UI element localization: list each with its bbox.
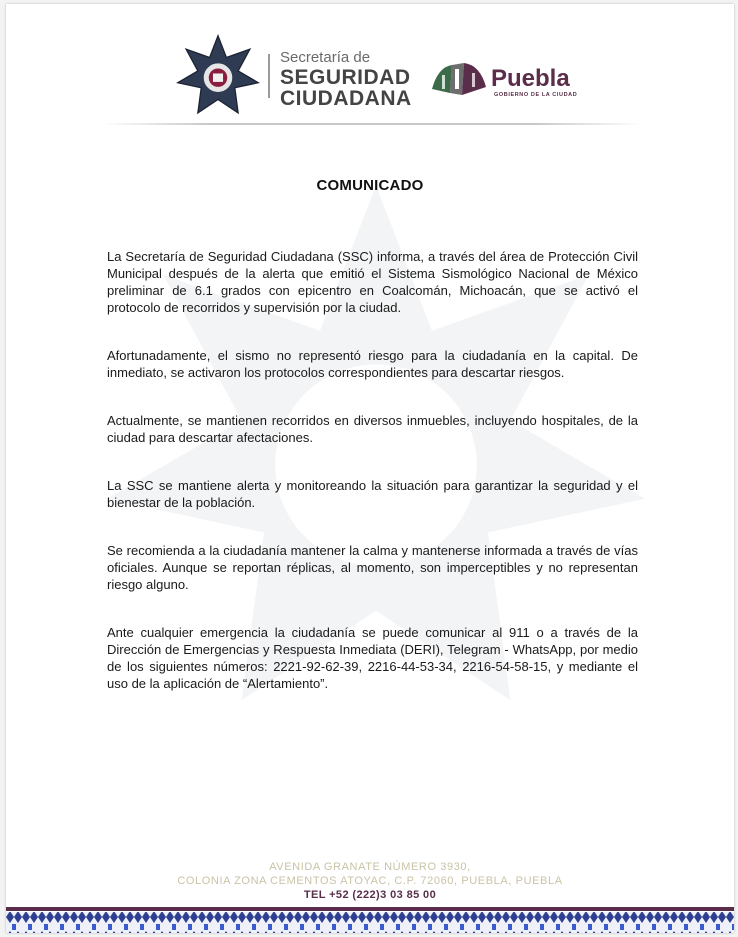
paragraph-6: Ante cualquier emergencia la ciudadanía se puede comunicar al 911 o a través de la Dirección de Emergencias y Respuesta Inmediata (DERI), Telegram - WhatsApp, por medio de los siguientes números: 2221-92-62-39, 2216-44-53-34, 2216-54-58-15, y mediante el uso de la aplicación de “Alertamiento”. [107, 625, 638, 691]
footer-phone: TEL +52 (222)3 03 85 00 [303, 889, 437, 901]
document-page [6, 4, 734, 933]
footer-address [6, 861, 734, 888]
decorative-pattern-band [6, 907, 734, 933]
ssc-line1: Secretaría de [280, 49, 371, 66]
paragraph-1: La Secretaría de Seguridad Ciudadana (SSC) informa, a través del área de Protección Civil Municipal después de la alerta que emitió el Sistema Sismológico Nacional de México preliminar de 6.1 grados con epicentro en Coalcomán, Michoacán, que se activó el protocolo de recorridos y supervisión por la ciudad. [107, 249, 638, 315]
paragraph-4: La SSC se mantiene alerta y monitoreando la situación para garantizar la seguridad y el bienestar de la población. [107, 478, 638, 510]
ssc-line3: CIUDADANA [280, 87, 412, 110]
puebla-wordmark: Puebla [491, 65, 570, 92]
puebla-subtitle: GOBIERNO DE LA CIUDAD [494, 92, 578, 98]
header-underline [102, 123, 642, 125]
address-line2: COLONIA ZONA CEMENTOS ATOYAC, C.P. 72060, PUEBLA, PUEBLA [177, 874, 563, 887]
police-star-badge-icon [176, 34, 260, 118]
address-line1: AVENIDA GRANATE NÚMERO 3930, [269, 861, 471, 873]
puebla-emblem-icon [428, 59, 492, 99]
ssc-line2: SEGURIDAD [280, 66, 411, 89]
paragraph-2: Afortunadamente, el sismo no representó riesgo para la ciudadanía en la capital. De inmediato, se activaron los protocolos correspondientes para descartar riesgos. [107, 348, 638, 380]
document-body [107, 248, 638, 723]
ssc-wordmark [280, 50, 412, 109]
letterhead [6, 4, 734, 129]
document-title: COMUNICADO [316, 177, 424, 194]
header-divider [268, 54, 270, 98]
paragraph-3: Actualmente, se mantienen recorridos en diversos inmuebles, incluyendo hospitales, de la ciudad para descartar afectaciones. [107, 413, 638, 445]
paragraph-5: Se recomienda a la ciudadanía mantener la calma y mantenerse informada a través de vías oficiales. Aunque se reportan réplicas, al momento, son imperceptibles y no representan riesgo alguno. [107, 543, 638, 592]
